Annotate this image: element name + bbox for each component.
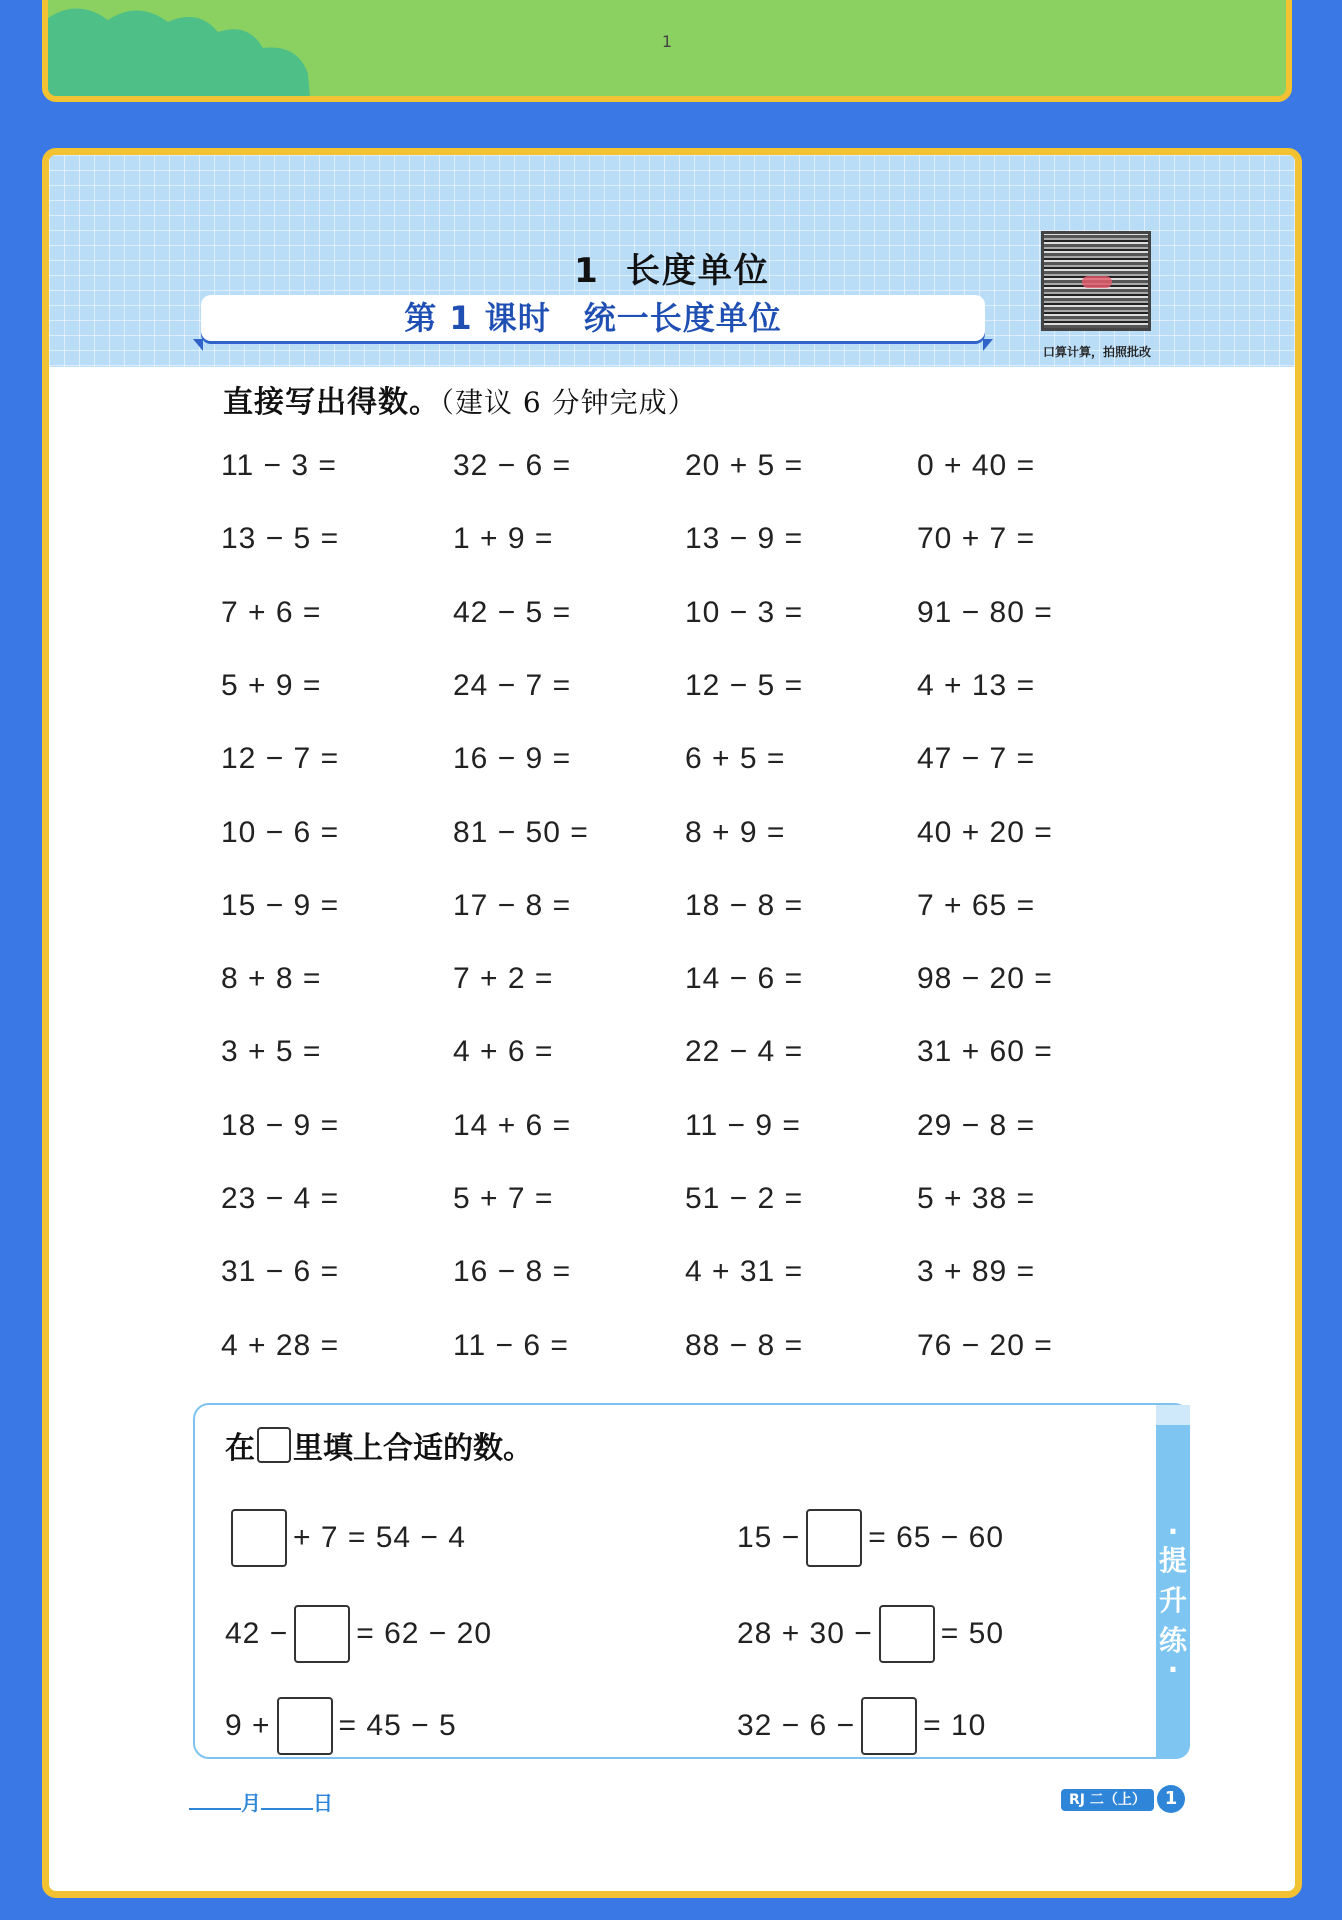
answer-box[interactable] <box>231 1509 287 1567</box>
calc-item: 24 − 7 = <box>453 668 572 702</box>
section1-instruction-text: 直接写出得数。 <box>223 385 440 420</box>
fill-equation <box>737 1697 986 1755</box>
sample-box <box>257 1427 291 1463</box>
header-band <box>49 155 1295 367</box>
calc-item: 51 − 2 = <box>685 1182 804 1215</box>
calc-item: 4 + 31 = <box>685 1255 804 1289</box>
calc-item: 40 + 20 = <box>917 815 1053 849</box>
calc-item: 14 − 6 = <box>685 962 804 996</box>
tab-char: 练 <box>1158 1624 1187 1657</box>
calc-item: 6 + 5 = <box>685 742 786 776</box>
section2-instruction-pre: 在 <box>225 1431 255 1466</box>
calc-item: 12 − 7 = <box>221 742 340 776</box>
calc-item: 7 + 65 = <box>917 888 1036 922</box>
answer-box[interactable] <box>294 1605 350 1663</box>
calc-item: 13 − 5 = <box>221 522 340 556</box>
qr-code[interactable] <box>1041 231 1151 331</box>
equation-right: + 7 = 54 − 4 <box>293 1521 466 1554</box>
day-label: 日 <box>313 1791 333 1815</box>
answer-box[interactable] <box>806 1509 862 1567</box>
section-tab-label <box>1156 1515 1190 1686</box>
fill-equation <box>225 1509 466 1567</box>
equation-right: = 65 − 60 <box>868 1521 1005 1554</box>
equation-right: = 62 − 20 <box>356 1617 493 1650</box>
calc-item: 0 + 40 = <box>917 449 1036 482</box>
calc-item: 32 − 6 = <box>453 449 572 482</box>
previous-page-number: 1 <box>661 32 673 51</box>
answer-box[interactable] <box>879 1605 935 1663</box>
calc-item: 15 − 9 = <box>221 888 340 922</box>
section1-instruction <box>223 377 697 421</box>
equation-left: 42 − <box>225 1617 289 1650</box>
calc-item: 7 + 6 = <box>221 595 322 629</box>
calc-item: 31 + 60 = <box>917 1035 1053 1069</box>
previous-page-card <box>42 0 1292 102</box>
qr-caption: 口算计算，拍照批改 <box>1042 345 1151 359</box>
calc-item: 10 − 3 = <box>685 595 804 629</box>
calc-item: 8 + 8 = <box>221 962 322 996</box>
calc-item: 29 − 8 = <box>917 1108 1036 1142</box>
tab-char: 提 <box>1158 1544 1187 1577</box>
calc-item: 31 − 6 = <box>221 1255 340 1289</box>
calc-item: 17 − 8 = <box>453 888 572 922</box>
section2-instruction <box>225 1423 533 1467</box>
calc-item: 4 + 28 = <box>221 1328 340 1362</box>
unit-name: 长度单位 <box>625 251 770 291</box>
lesson-title: 第 1 课时 统一长度单位 <box>404 299 782 337</box>
worksheet-page <box>42 148 1302 1898</box>
calc-item: 16 − 8 = <box>453 1255 572 1289</box>
equation-left: 9 + <box>225 1709 271 1742</box>
calc-item: 11 − 9 = <box>685 1108 801 1142</box>
calc-item: 4 + 6 = <box>453 1035 554 1069</box>
month-label: 月 <box>241 1791 261 1815</box>
edition-badge: RJ 二（上） <box>1061 1789 1154 1811</box>
equation-right: = 10 <box>923 1709 987 1742</box>
month-blank[interactable] <box>189 1808 241 1810</box>
calc-item: 22 − 4 = <box>685 1035 804 1069</box>
calc-item: 18 − 8 = <box>685 888 804 922</box>
section-tab <box>1156 1425 1190 1759</box>
calc-item: 76 − 20 = <box>917 1328 1053 1362</box>
fill-equation <box>225 1697 457 1755</box>
calc-item: 10 − 6 = <box>221 815 340 849</box>
equation-left: 32 − 6 − <box>737 1709 856 1742</box>
calc-item: 23 − 4 = <box>221 1182 340 1215</box>
equation-right: = 45 − 5 <box>338 1709 457 1742</box>
fill-equation <box>225 1605 492 1663</box>
calc-item: 14 + 6 = <box>453 1108 572 1142</box>
calc-item: 1 + 9 = <box>453 522 554 556</box>
calc-item: 20 + 5 = <box>685 449 804 482</box>
unit-number: 1 <box>574 251 600 291</box>
calc-item: 4 + 13 = <box>917 668 1036 702</box>
calc-item: 18 − 9 = <box>221 1108 340 1142</box>
lesson-banner <box>201 295 985 341</box>
calc-item: 3 + 5 = <box>221 1035 322 1069</box>
equation-right: = 50 <box>940 1617 1005 1650</box>
calc-item: 13 − 9 = <box>685 522 804 556</box>
section2-instruction-post: 里填上合适的数。 <box>293 1431 533 1466</box>
page-number: 1 <box>1157 1785 1185 1813</box>
calc-item: 98 − 20 = <box>917 962 1053 996</box>
day-blank[interactable] <box>261 1808 313 1810</box>
calc-item: 81 − 50 = <box>453 815 589 849</box>
calc-item: 42 − 5 = <box>453 595 572 629</box>
calc-item: 47 − 7 = <box>917 742 1036 776</box>
equation-left: 15 − <box>737 1521 801 1554</box>
calc-item: 7 + 2 = <box>453 962 554 996</box>
equation-left: 28 + 30 − <box>737 1617 873 1650</box>
fill-in-section <box>193 1403 1190 1759</box>
calc-item: 11 − 6 = <box>453 1328 569 1362</box>
calc-item: 5 + 7 = <box>453 1182 554 1215</box>
calc-item: 12 − 5 = <box>685 668 804 702</box>
calc-item: 16 − 9 = <box>453 742 572 776</box>
answer-box[interactable] <box>861 1697 917 1755</box>
answer-box[interactable] <box>277 1697 333 1755</box>
calc-item: 88 − 8 = <box>685 1328 804 1362</box>
fill-equation <box>737 1605 1004 1663</box>
tab-char: 升 <box>1158 1584 1187 1617</box>
fill-equation <box>737 1509 1004 1567</box>
calc-item: 11 − 3 = <box>221 449 337 482</box>
calc-item: 5 + 38 = <box>917 1182 1036 1215</box>
tab-char: · <box>1167 1653 1179 1686</box>
calc-item: 91 − 80 = <box>917 595 1053 629</box>
calc-item: 8 + 9 = <box>685 815 786 849</box>
bush-illustration <box>48 8 318 98</box>
section1-hint: （建议 6 分钟完成） <box>440 386 697 419</box>
calc-item: 70 + 7 = <box>917 522 1036 556</box>
tab-char: · <box>1167 1515 1179 1548</box>
calc-item: 5 + 9 = <box>221 668 322 702</box>
calc-item: 3 + 89 = <box>917 1255 1036 1289</box>
date-field <box>189 1787 333 1816</box>
